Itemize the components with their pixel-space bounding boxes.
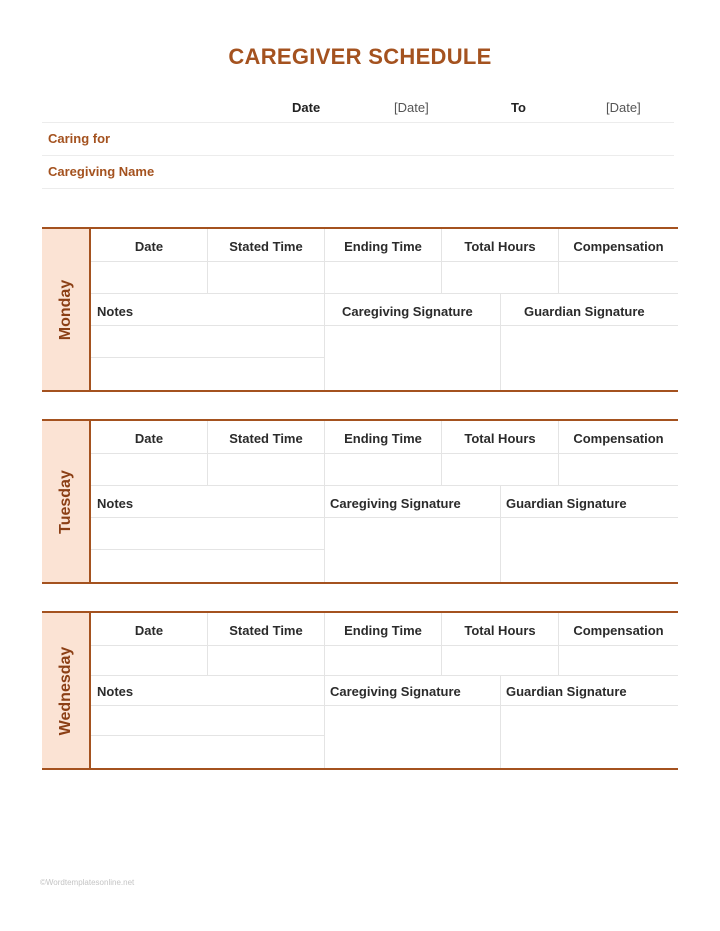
notes-label: Notes bbox=[97, 684, 134, 699]
date-range-row bbox=[42, 92, 674, 123]
col-header-date: Date bbox=[134, 431, 164, 446]
date-label: Date bbox=[292, 99, 321, 115]
col-header-compensation: Compensation bbox=[573, 239, 664, 254]
day-block-tuesday bbox=[42, 419, 678, 584]
day-label-wednesday bbox=[42, 613, 91, 768]
guardian-signature-label: Guardian Signature bbox=[506, 496, 627, 511]
caregiving-signature-label: Caregiving Signature bbox=[330, 684, 461, 699]
col-header-ending-time: Ending Time bbox=[344, 623, 422, 638]
col-header-stated-time: Stated Time bbox=[229, 431, 303, 446]
date-from-field[interactable]: [Date] bbox=[394, 99, 429, 115]
col-header-total-hours: Total Hours bbox=[464, 431, 536, 446]
caregiving-name-label: Caregiving Name bbox=[48, 164, 155, 179]
col-header-date: Date bbox=[134, 623, 164, 638]
page-title: CAREGIVER SCHEDULE bbox=[228, 44, 492, 69]
day-name: Tuesday bbox=[56, 469, 74, 534]
schedule-grid bbox=[91, 613, 678, 768]
notes-label: Notes bbox=[97, 496, 134, 511]
date-to-field[interactable]: [Date] bbox=[606, 99, 641, 115]
day-name: Monday bbox=[56, 279, 74, 340]
to-label: To bbox=[511, 99, 526, 115]
day-block-monday bbox=[42, 227, 678, 392]
caring-for-label: Caring for bbox=[48, 131, 111, 146]
schedule-grid bbox=[91, 421, 678, 582]
col-header-compensation: Compensation bbox=[573, 431, 664, 446]
guardian-signature-label: Guardian Signature bbox=[524, 304, 645, 319]
day-label-tuesday bbox=[42, 421, 91, 582]
day-name: Wednesday bbox=[56, 646, 74, 735]
day-block-wednesday bbox=[42, 611, 678, 770]
col-header-ending-time: Ending Time bbox=[344, 431, 422, 446]
schedule-grid bbox=[91, 229, 678, 390]
day-label-monday bbox=[42, 229, 91, 390]
col-header-date: Date bbox=[134, 239, 164, 254]
caregiving-signature-label: Caregiving Signature bbox=[342, 304, 473, 319]
caregiving-name-row[interactable] bbox=[42, 155, 674, 189]
caring-for-row[interactable] bbox=[42, 122, 674, 156]
col-header-stated-time: Stated Time bbox=[229, 623, 303, 638]
col-header-total-hours: Total Hours bbox=[464, 623, 536, 638]
col-header-ending-time: Ending Time bbox=[344, 239, 422, 254]
caregiving-signature-label: Caregiving Signature bbox=[330, 496, 461, 511]
col-header-compensation: Compensation bbox=[573, 623, 664, 638]
guardian-signature-label: Guardian Signature bbox=[506, 684, 627, 699]
col-header-total-hours: Total Hours bbox=[464, 239, 536, 254]
col-header-stated-time: Stated Time bbox=[229, 239, 303, 254]
notes-label: Notes bbox=[97, 304, 134, 319]
watermark: ©Wordtemplatesonline.net bbox=[40, 878, 135, 887]
